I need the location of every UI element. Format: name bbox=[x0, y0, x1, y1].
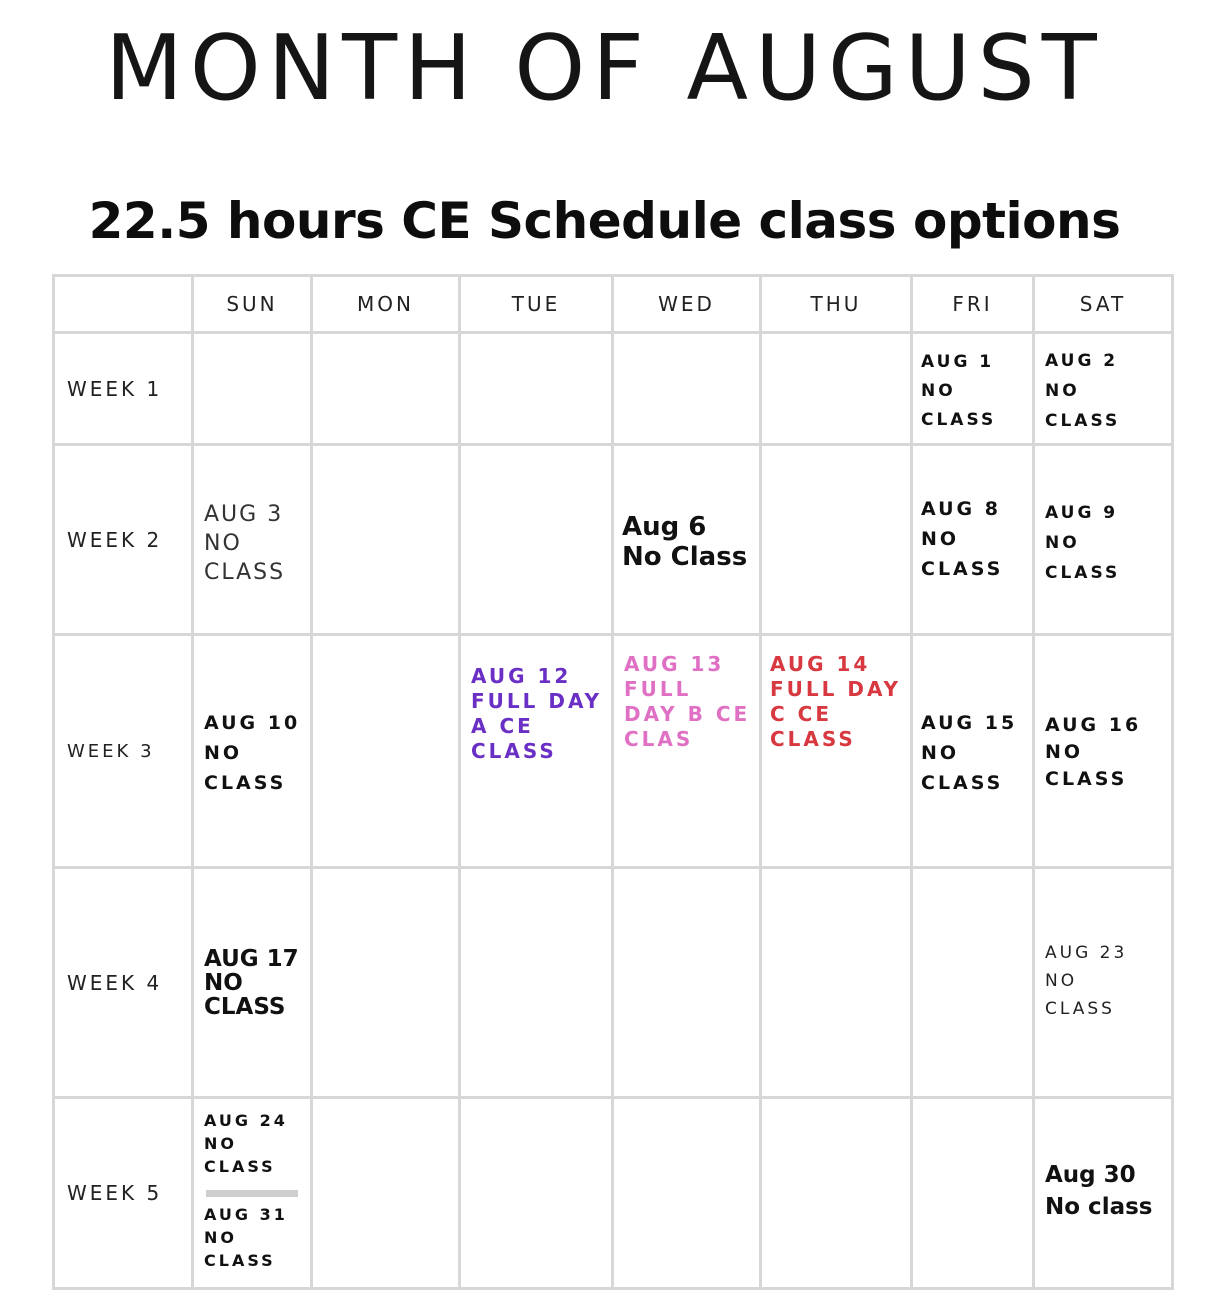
day-cell-aug13 bbox=[611, 633, 762, 869]
entry-aug6: Aug 6 No Class bbox=[622, 512, 748, 572]
day-cell-aug8 bbox=[910, 443, 1035, 636]
week-4-label: WEEK 4 bbox=[52, 866, 194, 1099]
day-cell bbox=[611, 866, 762, 1099]
day-cell-aug16 bbox=[1032, 633, 1174, 869]
day-cell-aug23 bbox=[1032, 866, 1174, 1099]
week-5-label: WEEK 5 bbox=[52, 1096, 194, 1290]
entry-aug10: AUG 10 NO CLASS bbox=[204, 712, 301, 794]
day-cell bbox=[611, 1096, 762, 1290]
day-cell bbox=[310, 331, 461, 446]
header-mon: MON bbox=[310, 274, 461, 334]
entry-aug13: AUG 13 FULL DAY B CE CLAS bbox=[624, 652, 751, 751]
header-tue: TUE bbox=[458, 274, 614, 334]
entry-aug1: AUG 1 NO CLASS bbox=[921, 352, 997, 430]
day-cell-aug14 bbox=[759, 633, 913, 869]
entry-aug16: AUG 16 NO CLASS bbox=[1045, 714, 1142, 790]
header-thu: THU bbox=[759, 274, 913, 334]
day-cell bbox=[191, 331, 313, 446]
day-cell-aug2 bbox=[1032, 331, 1174, 446]
entry-aug23: AUG 23 NO CLASS bbox=[1045, 943, 1128, 1019]
day-cell bbox=[458, 443, 614, 636]
week-1-label: WEEK 1 bbox=[52, 331, 194, 446]
entry-aug2: AUG 2 NO CLASS bbox=[1045, 351, 1121, 431]
entry-aug17: AUG 17 NO CLASS bbox=[204, 946, 299, 1020]
entry-aug15: AUG 15 NO CLASS bbox=[921, 712, 1018, 794]
day-cell bbox=[310, 633, 461, 869]
day-cell bbox=[759, 443, 913, 636]
day-cell-aug12 bbox=[458, 633, 614, 869]
day-cell bbox=[611, 331, 762, 446]
day-cell-aug9 bbox=[1032, 443, 1174, 636]
day-cell bbox=[910, 866, 1035, 1099]
corner-cell bbox=[52, 274, 194, 334]
week-2-label: WEEK 2 bbox=[52, 443, 194, 636]
day-cell bbox=[759, 866, 913, 1099]
day-cell bbox=[310, 866, 461, 1099]
header-fri: FRI bbox=[910, 274, 1035, 334]
day-cell bbox=[458, 866, 614, 1099]
entry-aug3: AUG 3 NO CLASS bbox=[204, 502, 286, 585]
week-3-label: WEEK 3 bbox=[52, 633, 194, 869]
day-cell-aug15 bbox=[910, 633, 1035, 869]
entry-aug9: AUG 9 NO CLASS bbox=[1045, 503, 1121, 583]
header-wed: WED bbox=[611, 274, 762, 334]
day-cell bbox=[458, 331, 614, 446]
entry-aug12: AUG 12 FULL DAY A CE CLASS bbox=[471, 664, 603, 763]
day-cell bbox=[310, 443, 461, 636]
day-cell-aug17 bbox=[191, 866, 313, 1099]
day-cell bbox=[759, 331, 913, 446]
day-cell-aug10 bbox=[191, 633, 313, 869]
day-cell-aug3 bbox=[191, 443, 313, 636]
day-cell-aug1 bbox=[910, 331, 1035, 446]
day-cell bbox=[458, 1096, 614, 1290]
day-cell bbox=[310, 1096, 461, 1290]
day-cell bbox=[910, 1096, 1035, 1290]
header-sun: SUN bbox=[191, 274, 313, 334]
entry-aug24: AUG 24 NO CLASS bbox=[204, 1111, 288, 1176]
day-cell-aug6 bbox=[611, 443, 762, 636]
entry-aug8: AUG 8 NO CLASS bbox=[921, 498, 1004, 580]
header-sat: SAT bbox=[1032, 274, 1174, 334]
day-cell-aug30 bbox=[1032, 1096, 1174, 1290]
cell-divider bbox=[206, 1190, 298, 1197]
page-subtitle: 22.5 hours CE Schedule class options bbox=[88, 192, 1121, 250]
day-cell bbox=[759, 1096, 913, 1290]
page-title: MONTH OF AUGUST bbox=[105, 16, 1104, 121]
entry-aug31: AUG 31 NO CLASS bbox=[204, 1205, 288, 1270]
entry-aug14: AUG 14 FULL DAY C CE CLASS bbox=[770, 652, 902, 751]
entry-aug30: Aug 30 No class bbox=[1045, 1162, 1153, 1220]
calendar-grid bbox=[52, 274, 1174, 1290]
